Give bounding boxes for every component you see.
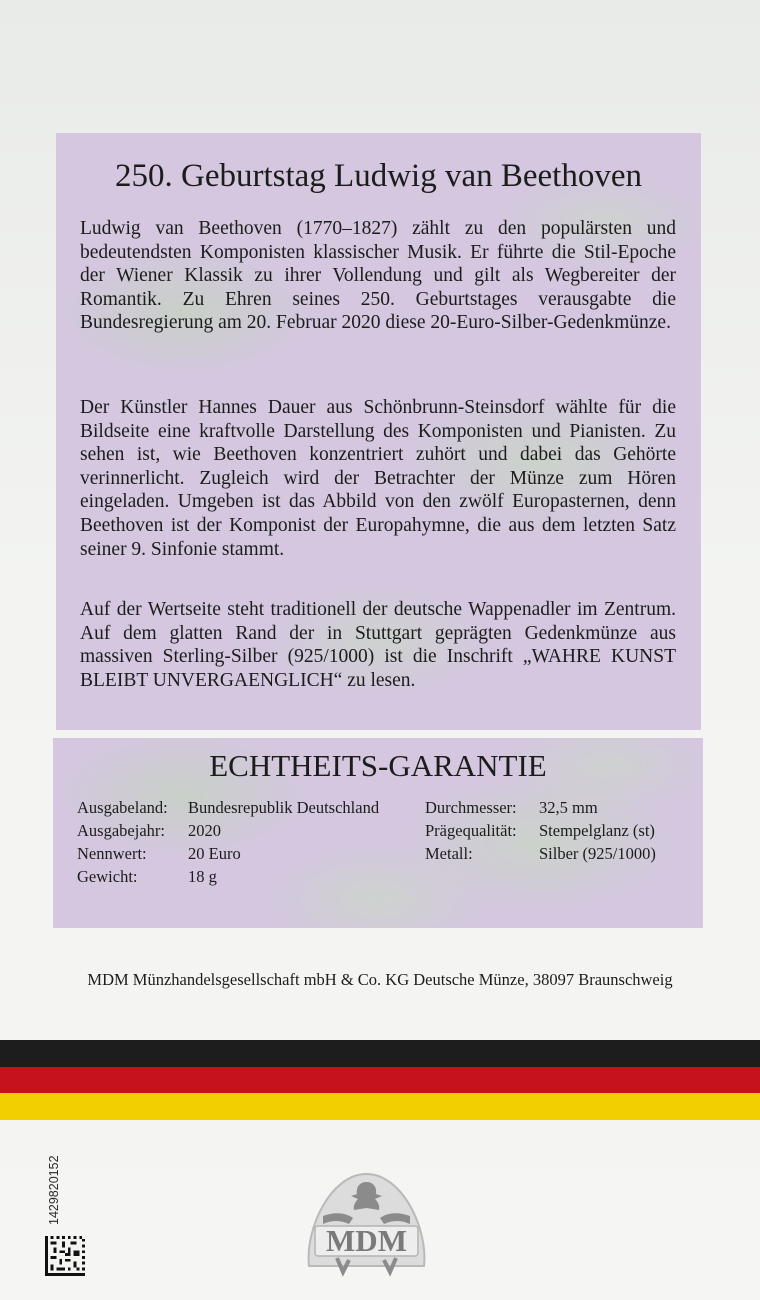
paragraph-design: Der Künstler Hannes Dauer aus Schönbrunn-Steinsdorf wählte für die Bildseite eine kraftvolle Darstellung des Komponisten und Pianisten. Zu sehen ist, wie Beethoven konzentriert zuhört und dabei das Gehörte verinnerlicht. Zugleich wird der Betrachter der Münze zum Hören eingeladen. Umgeben ist das Abbild von den zwölf Europasternen, denn Beethoven ist der Komponist der Europahymne, die aus dem letzten Satz seiner 9. Sinfonie stammt. (80, 397, 676, 560)
spec-value: 2020 (188, 821, 221, 840)
paragraph-intro: Ludwig van Beethoven (1770–1827) zählt zu den populärsten und bedeutendsten Komponisten klassischer Musik. Er führte die Stil-Epoche der Wiener Klassik zu ihrer Vollendung und gilt als Wegbereiter der Romantik. Zu Ehren seines 250. Geburtstages verausgabte die Bundesregierung am 20. Februar 2020 diese 20-Euro-Silber-Gedenkmünze. (80, 218, 676, 334)
spec-label: Nennwert: (77, 844, 147, 863)
spec-label: Durchmesser: (425, 798, 517, 817)
spec-value: 32,5 mm (539, 798, 598, 817)
datamatrix-code (44, 1236, 86, 1276)
paragraph-value-side: Auf der Wertseite steht traditionell der deutsche Wappenadler im Zentrum. Auf dem glatten Rand der in Stuttgart geprägten Gedenkmünze aus massiven Sterling-Silber (925/1000) ist die Inschrift „WAHRE KUNST BLEIBT UNVERGAENGLICH“ zu lesen. (80, 599, 676, 691)
spec-label: Metall: (425, 844, 473, 863)
publisher-line: MDM Münzhandelsgesellschaft mbH & Co. KG Deutsche Münze, 38097 Braunschweig (87, 970, 673, 989)
spec-value: 18 g (188, 867, 217, 886)
spec-label: Ausgabeland: (77, 798, 168, 817)
flag-stripe-gold (0, 1093, 760, 1120)
spec-value: Bundesrepublik Deutschland (188, 798, 380, 817)
mdm-eagle-logo (303, 1168, 430, 1278)
certificate-title: 250. Geburtstag Ludwig van Beethoven (115, 158, 642, 194)
spec-label: Ausgabejahr: (77, 821, 165, 840)
guarantee-title: ECHTHEITS-GARANTIE (209, 748, 547, 783)
spec-label: Gewicht: (77, 867, 138, 886)
spec-label: Prägequalität: (425, 821, 517, 840)
serial-number: 1429820152 (47, 1155, 61, 1225)
spec-value: Silber (925/1000) (539, 844, 656, 863)
flag-stripe-black (0, 1040, 760, 1067)
flag-stripe-red (0, 1067, 760, 1093)
logo-text: MDM (326, 1223, 407, 1258)
spec-value: 20 Euro (188, 844, 241, 863)
spec-value: Stempelglanz (st) (539, 821, 655, 840)
